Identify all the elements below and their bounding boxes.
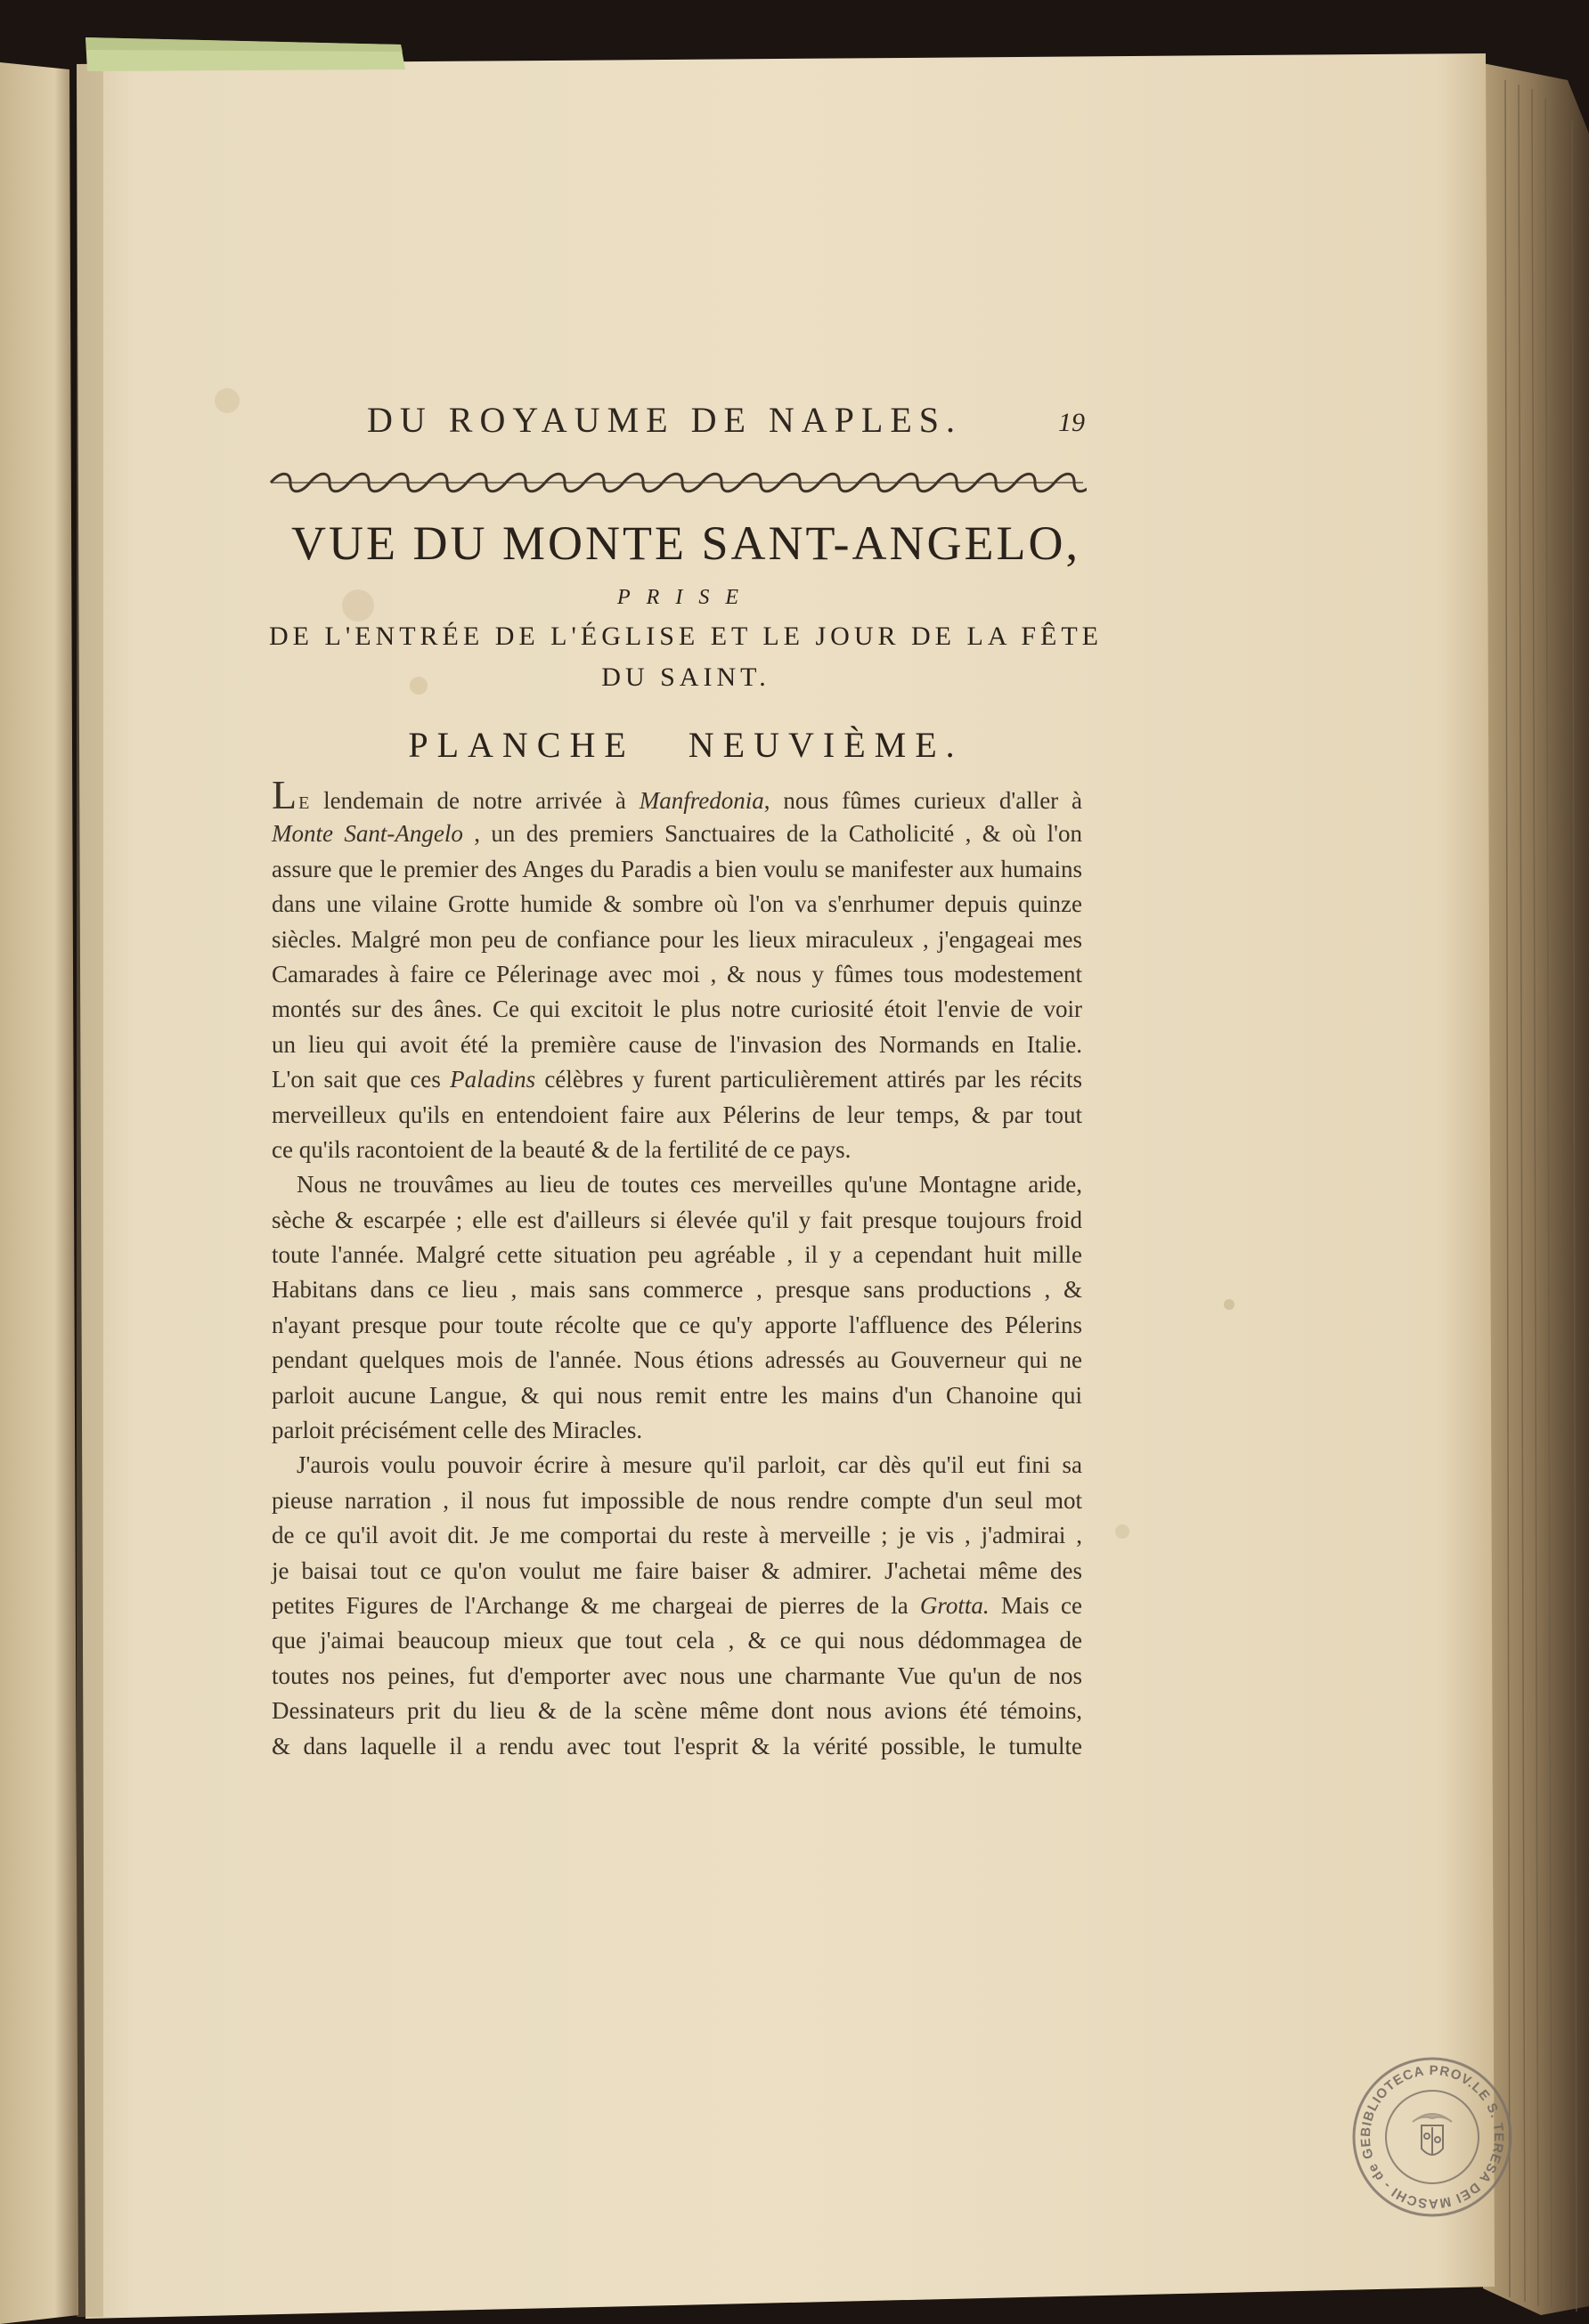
p1-line-2-end: , un des premiers Sanctuaires de la Catholicité , & où l'on — [462, 820, 1082, 848]
body-text — [272, 772, 1083, 1764]
p2-line: n'ayant presque pour toute récolte que ce qu'y apporte l'affluence des Pélerins — [272, 1311, 1082, 1338]
p1-line-1-text: lendemain de notre arrivée à — [310, 787, 640, 814]
p2-line-last: parloit précisément celle des Miracles. — [272, 1417, 643, 1444]
p3-line: que j'aimai beaucoup mieux que tout cela , & ce qui nous dédommagea de — [272, 1627, 1082, 1654]
p2-line: parloit aucune Langue, & qui nous remit entre les mains d'un Chanoine qui — [272, 1381, 1082, 1409]
p1-line: siècles. Malgré mon peu de confiance pour les lieux miraculeux , j'engageai mes — [272, 925, 1082, 953]
p2-line: Habitans dans ce lieu , mais sans commerce , presque sans productions , & — [272, 1276, 1082, 1304]
subtitle-line-2: DU SAINT. — [601, 662, 770, 692]
p3-line: toutes nos peines, fut d'emporter avec nous une charmante Vue qu'un de nos — [272, 1662, 1082, 1689]
p1-line: montés sur des ânes. Ce qui excitoit le plus notre curiosité étoit l'envie de voir — [272, 995, 1082, 1023]
title-block — [267, 515, 1104, 768]
p1-line-1-end: , nous fûmes curieux d'aller à — [763, 787, 1083, 814]
plate-heading — [267, 723, 1104, 768]
page-number: 19 — [1058, 408, 1085, 437]
p2-line: Nous ne trouvâmes au lieu de toutes ces merveilles qu'une Montagne aride, — [297, 1171, 1082, 1199]
p1-line-9 — [272, 1062, 1082, 1097]
p3-line: pieuse narration , il nous fut impossible de nous rendre compte d'un seul mot — [272, 1486, 1082, 1514]
p3-line: de ce qu'il avoit dit. Je me comportai du reste à merveille ; je vis , j'admirai , — [272, 1522, 1082, 1549]
p3-line-5-end: Mais ce — [989, 1591, 1082, 1619]
running-title: DU ROYAUME DE NAPLES. — [367, 400, 963, 440]
running-head — [267, 399, 1104, 452]
p3-line-5-start: petites Figures de l'Archange & me chargeai de pierres de la — [272, 1591, 920, 1619]
place-name-italic: Manfredonia — [639, 787, 764, 814]
p2-line: pendant quelques mois de l'année. Nous étions adressés au Gouverneur qui ne — [272, 1346, 1082, 1374]
ornamental-rule — [267, 467, 1087, 498]
p3-line: J'aurois voulu pouvoir écrire à mesure qu'il parloit, car dès qu'il eut fini sa — [297, 1451, 1082, 1479]
p1-line: merveilleux qu'ils en entendoient faire aux Pélerins de leur temps, & par tout — [272, 1101, 1082, 1128]
plate-word-2: NEUVIÈME. — [688, 725, 964, 765]
p1-line: dans une vilaine Grotte humide & sombre où l'on va s'enrhumer depuis quinze — [272, 890, 1082, 918]
p1-line: un lieu qui avoit été la première cause de l'invasion des Normands en Italie. — [272, 1030, 1082, 1058]
p1-line-1 — [272, 772, 1083, 817]
title-prise: PRISE — [617, 586, 754, 609]
plate-word-1: PLANCHE — [408, 725, 635, 765]
p3-line: & dans laquelle il a rendu avec tout l'esprit & la vérité possible, le tumulte — [272, 1732, 1082, 1759]
place-name-italic: Monte Sant-Angelo — [272, 820, 463, 848]
p1-line-9-start: L'on sait que ces — [272, 1066, 451, 1093]
p3-line: je baisai tout ce qu'on voulut me faire baiser & admirer. J'achetai même des — [272, 1556, 1082, 1584]
p1-line: assure que le premier des Anges du Paradis a bien voulu se manifester aux humains — [272, 855, 1082, 882]
p2-line: sèche & escarpée ; elle est d'ailleurs si élevée qu'il y fait presque toujours froid — [272, 1206, 1082, 1233]
grotta-italic: Grotta. — [919, 1591, 990, 1619]
crest-icon — [1413, 2114, 1452, 2155]
stamp-text: BIBLIOTECA PROV.LE S. TERESA DEI MASCHI - de GE — [1357, 2062, 1507, 2212]
p1-line-9-end: célèbres y furent particulièrement attirés par les récits — [535, 1066, 1082, 1093]
smallcap-letter: E — [298, 793, 311, 813]
library-stamp — [1343, 2052, 1521, 2222]
p1-line-last: ce qu'ils racontoient de la beauté & de la fertilité de ce pays. — [272, 1135, 852, 1163]
chapter-title: VUE DU MONTE SANT-ANGELO, — [291, 516, 1080, 570]
p1-line: Camarades à faire ce Pélerinage avec moi , & nous y fûmes tous modestement — [272, 960, 1082, 987]
p2-line: toute l'année. Malgré cette situation peu agréable , il y a cependant huit mille — [272, 1241, 1082, 1269]
p1-line-2 — [272, 817, 1082, 851]
p3-line-5 — [272, 1589, 1082, 1623]
drop-cap: L — [272, 772, 299, 817]
p3-line: Dessinateurs prit du lieu & de la scène même dont nous avions été témoins, — [272, 1697, 1082, 1725]
paladins-italic: Paladins — [450, 1066, 536, 1093]
subtitle-line-1: DE L'ENTRÉE DE L'ÉGLISE ET LE JOUR DE LA FÊTE — [269, 622, 1103, 651]
